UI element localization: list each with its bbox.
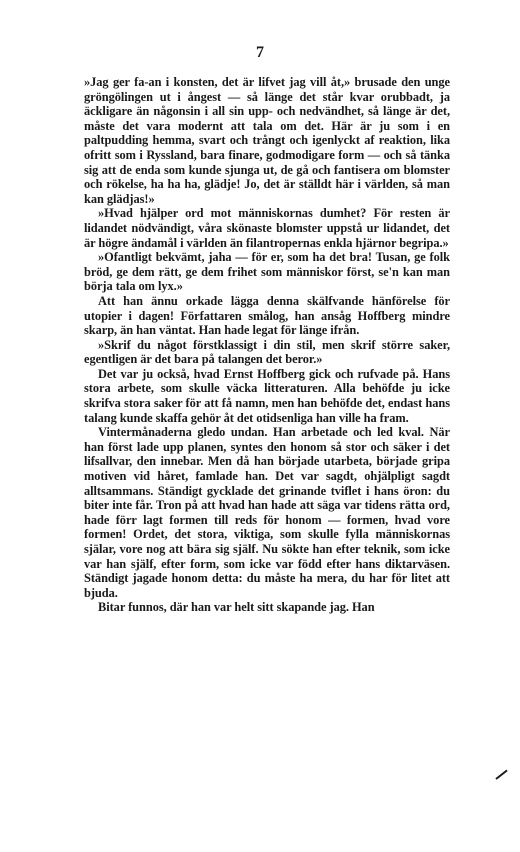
paragraph: Det var ju också, hvad Ernst Hoffberg gick och rufvade på. Hans stora arbete, som skulle väcka litteraturen. Alla behöfde ju icke skrifva stora saker för att få namn, men han behöfde det, endast hans talang kunde skaffa gehör åt det otidsenliga han ville ha fram. — [84, 366, 450, 425]
paragraph: »Skrif du något förstklassigt i din stil, men skrif större saker, egentligen är det bara på talangen det beror.» — [84, 337, 450, 367]
paragraph: »Jag ger fa-an i konsten, det är lifvet jag vill åt,» brusade den unge gröngölingen ut i ångest — så länge det står kvar orubbadt, ja äckligare än någonsin i all sin upp- och nedvändhet, så länge är det, måste det vara modernt att tala om det. Här är ju som i en paltpudding hemma, svart och trångt och igenlyckt af reaktion, lika ofritt som i Ryssland, bara finare, godmodigare form — och så tänka sig att de enda som kunde sjunga ut, de gå och fantisera om blomster och rökelse, ha ha ha, glädje! Jo, det är ställdt här i världen, så man kan glädjas!» — [84, 75, 450, 206]
paragraph: »Hvad hjälper ord mot människornas dumhet? För resten är lidandet nödvändigt, våra skönaste blomster uppstå ur lidandet, det är högre ändamål i världen än filantropernas enkla hjärnor begripa.» — [84, 206, 450, 250]
paragraph: Bitar funnos, där han var helt sitt skapande jag. Han — [98, 600, 375, 615]
paragraph: Att han ännu orkade lägga denna skälfvande hänförelse för utopier i dagen! Författaren smålog, han ansåg Hoffberg mindre skarp, än han väntat. Han hade legat för länge ifrån. — [84, 293, 450, 338]
margin-pen-mark — [495, 770, 507, 780]
body-text — [84, 75, 450, 615]
paragraph: Vintermånaderna gledo undan. Han arbetade och led kval. När han först lade upp planen, syntes den honom så stor och säker i det lifsallvar, den innebar. Men då han började utarbeta, började gripa motiven vid håret, famlade han. Det var sagdt, ohjälpligt sagdt alltsammans. Ständigt gycklade det grinande tviflet i hans öron: du biter inte får. Tron på att hvad han hade att säga var tidens rätta ord, hade förr lagt formen till reds för honom — formen, hvad vore formen! Ordet, det stora, viktiga, som skulle fylla människornas själar, vore nog att bära sig själf. Nu sökte han efter teknik, som icke var han själf, efter form, som icke var född efter hans diktarväsen. Ständigt jagade honom detta: du måste ha mera, du har för litet att bjuda. — [84, 425, 450, 600]
page-number: 7 — [256, 44, 264, 61]
paragraph: »Ofantligt bekvämt, jaha — för er, som ha det bra! Tusan, ge folk bröd, ge dem rätt, ge dem frihet som människor först, se'n kan man börja tala om lyx.» — [84, 250, 450, 294]
